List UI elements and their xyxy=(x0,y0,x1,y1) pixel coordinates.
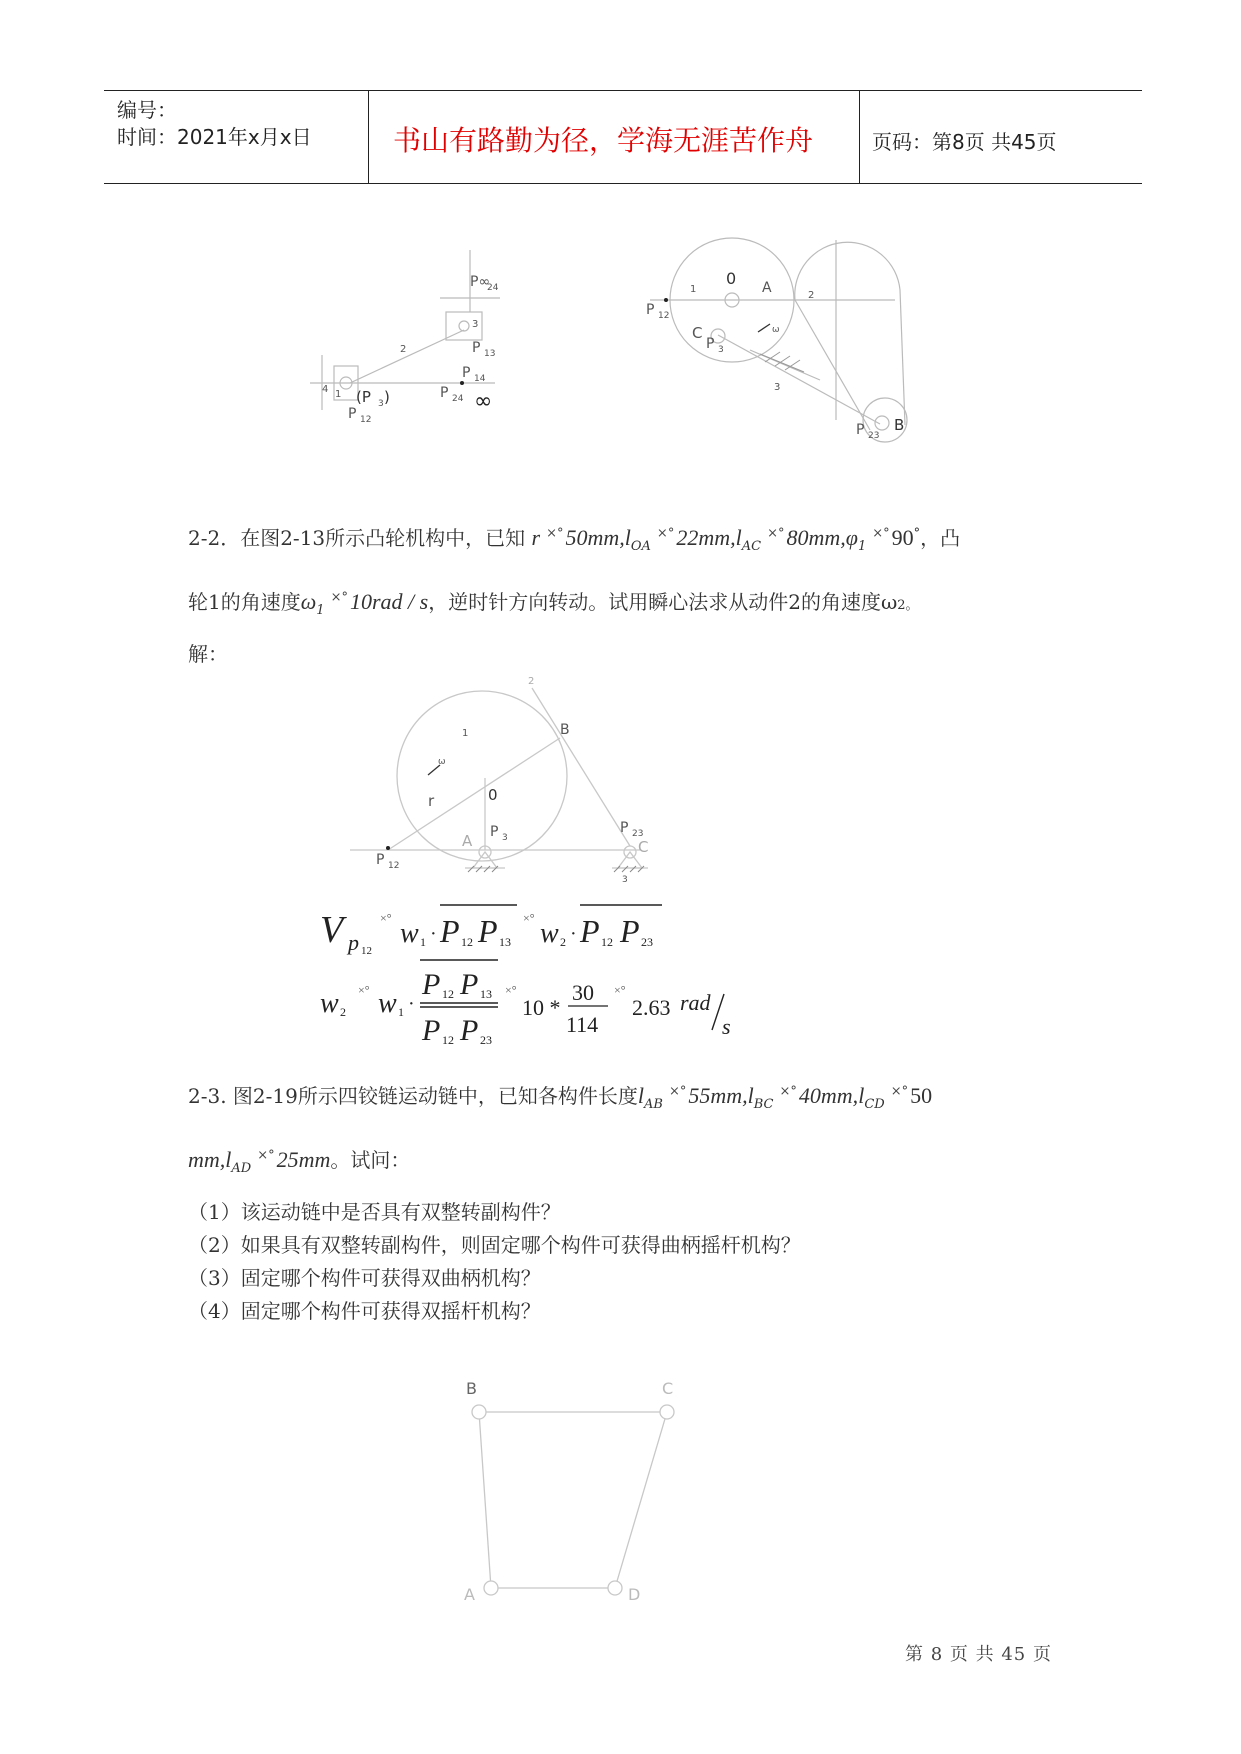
label-sub14: 14 xyxy=(474,374,486,384)
label-3: 3 xyxy=(622,875,628,885)
figure-cam-mechanism xyxy=(0,670,1241,900)
eq1-p23-sub: 23 xyxy=(641,935,653,949)
label-c: C xyxy=(692,324,703,342)
eq1-w2: w xyxy=(540,918,559,949)
header-motto: 书山有路勤为径，学海无涯苦作舟 xyxy=(393,124,814,157)
label-sub: 24 xyxy=(487,283,499,293)
label-r: r xyxy=(428,792,435,810)
label-b: B xyxy=(560,722,570,738)
eq2-w2-sub: 2 xyxy=(340,1005,346,1019)
eq2-num-p12: P xyxy=(422,968,441,1001)
header-divider-right xyxy=(859,90,860,183)
eq1-p12b: P xyxy=(580,913,600,949)
label-1: 1 xyxy=(335,389,342,400)
eq2-114: 114 xyxy=(566,1012,599,1037)
question-1: （1）该运动链中是否具有双整转副构件？ xyxy=(188,1200,561,1224)
label-4: 4 xyxy=(322,384,329,395)
header-top-rule xyxy=(104,90,1142,91)
problem-2-2-line1: 2-2．在图2-13所示凸轮机构中，已知 r $^{\times^\circ}50mm,l_{OA}^{\times^\circ}22mm,l_{AC}^{\times^\circ}80mm,\varphi_1^{\times^\circ}90^\circ$，凸 xyxy=(188,525,961,554)
eq2-num-p13-sub: 13 xyxy=(480,987,492,1001)
label-sub23: 23 xyxy=(632,829,644,839)
label-p23: P xyxy=(620,820,629,836)
label-2: 2 xyxy=(528,676,535,687)
label-3: 3 xyxy=(774,382,781,393)
figure-instant-centers xyxy=(0,220,1241,460)
eq1-p23: P xyxy=(620,913,640,949)
label-sub13: 13 xyxy=(484,349,496,359)
eq1-w1: w xyxy=(400,918,419,949)
eq2-rad: rad xyxy=(680,990,711,1015)
label-sub3: 3 xyxy=(502,833,508,843)
eq1-sym2: ×° xyxy=(523,911,535,925)
label-p12: P xyxy=(348,406,357,422)
label-p14: P xyxy=(462,365,471,381)
eq2-sym3: ×° xyxy=(614,983,626,997)
eq1-p13: P xyxy=(478,913,498,949)
eq1-w1-sub: 1 xyxy=(420,935,426,949)
label-p3: P xyxy=(706,336,715,352)
eq2-den-p23: P xyxy=(460,1014,479,1047)
label-c: C xyxy=(662,1379,674,1398)
eq2-sym2: ×° xyxy=(505,983,517,997)
label-sub12: 12 xyxy=(658,311,670,321)
header-time-label: 时间：2021年x月x日 xyxy=(117,125,312,149)
label-sub3: 3 xyxy=(378,399,384,409)
eq1-v: V xyxy=(320,909,344,951)
eq2-den-p23-sub: 23 xyxy=(480,1033,492,1047)
eq2-w1: w xyxy=(378,988,397,1019)
eq2-result: 2.63 xyxy=(632,995,671,1020)
eq2-w2: w xyxy=(320,988,339,1019)
label-p3-paren: (P xyxy=(356,388,371,406)
label-p24: P xyxy=(440,385,449,401)
eq1-p: p xyxy=(348,930,359,955)
eq1-p13-sub: 13 xyxy=(499,935,511,949)
eq2-num-p12-sub: 12 xyxy=(442,987,454,1001)
label-0: 0 xyxy=(488,786,498,804)
eq1-dot2: · xyxy=(570,923,577,945)
header-divider-left xyxy=(368,90,369,183)
eq2-sym1: ×° xyxy=(358,983,370,997)
eq1-sym1: ×° xyxy=(380,911,392,925)
page-footer: 第 8 页 共 45 页 xyxy=(905,1644,1052,1665)
eq2-num-p13: P xyxy=(460,968,479,1001)
eq2-thirty: 30 xyxy=(572,980,594,1005)
eq1-dot1: · xyxy=(430,923,437,945)
label-b: B xyxy=(894,416,905,434)
equations xyxy=(0,895,1241,1055)
label-c: C xyxy=(638,838,649,856)
label-0: 0 xyxy=(726,269,737,288)
label-sub12: 12 xyxy=(360,415,372,425)
label-1: 1 xyxy=(462,728,469,739)
eq2-s: s xyxy=(722,1014,731,1039)
eq1-w2-sub: 2 xyxy=(560,935,566,949)
label-p3: P xyxy=(490,824,499,840)
problem-2-3-line1: 2-3. 图2-19所示四铰链运动链中，已知各构件长度$l_{AB}^{\times^\circ}55mm,l_{BC}^{\times^\circ}40mm,l_{CD}^{\times^\circ}50$ xyxy=(188,1083,933,1112)
label-3: 3 xyxy=(472,319,479,330)
label-p-inf: P∞ xyxy=(470,274,491,290)
label-p12: P xyxy=(376,852,385,868)
header-bottom-rule xyxy=(104,183,1142,184)
label-1: 1 xyxy=(690,284,697,295)
label-sub23: 23 xyxy=(868,431,880,441)
header-page-label: 页码：第8页 共45页 xyxy=(872,130,1057,154)
question-4: （4）固定哪个构件可获得双摇杆机构？ xyxy=(188,1299,541,1323)
problem-2-2-line2: 轮1的角速度$\omega_1^{\times^\circ}10rad$ / s，逆时针方向转动。试用瞬心法求从动件2的角速度ω2。 xyxy=(188,589,919,618)
label-2: 2 xyxy=(808,290,815,301)
label-link-2: 2 xyxy=(400,344,407,355)
eq2-den-p12: P xyxy=(422,1014,441,1047)
header-number-label: 编号： xyxy=(117,98,177,122)
label-infinity: ∞ xyxy=(474,389,493,414)
problem-2-3-line2: $mm,l_{AD}^{\times^\circ}25mm$。试问： xyxy=(188,1147,411,1176)
label-sub24: 24 xyxy=(452,394,464,404)
question-3: （3）固定哪个构件可获得双曲柄机构？ xyxy=(188,1266,541,1290)
label-p23: P xyxy=(856,422,865,438)
solution-label: 解： xyxy=(188,642,228,666)
question-2: （2）如果具有双整转副构件，则固定哪个构件可获得曲柄摇杆机构？ xyxy=(188,1233,801,1257)
label-p12: P xyxy=(646,302,655,318)
eq2-den-p12-sub: 12 xyxy=(442,1033,454,1047)
label-a: A xyxy=(762,280,772,296)
label-sub3: 3 xyxy=(718,345,724,355)
eq2-ten: 10 * xyxy=(522,995,561,1020)
figure-four-bar xyxy=(0,1360,1241,1620)
eq2-dot: · xyxy=(408,993,415,1015)
label-omega: ω xyxy=(438,757,446,767)
eq2-w1-sub: 1 xyxy=(398,1005,404,1019)
label-p13: P xyxy=(472,340,481,356)
label-b: B xyxy=(466,1379,477,1398)
label-a: A xyxy=(464,1585,475,1604)
eq1-p12-sub: 12 xyxy=(461,935,473,949)
label-a: A xyxy=(462,832,473,850)
label-close-paren: ) xyxy=(384,388,390,406)
label-d: D xyxy=(628,1585,641,1604)
eq1-sub12: 12 xyxy=(361,945,372,957)
label-omega: ω xyxy=(772,325,780,335)
label-sub12: 12 xyxy=(388,861,400,871)
eq1-p12b-sub: 12 xyxy=(601,935,613,949)
eq1-p12: P xyxy=(440,913,460,949)
